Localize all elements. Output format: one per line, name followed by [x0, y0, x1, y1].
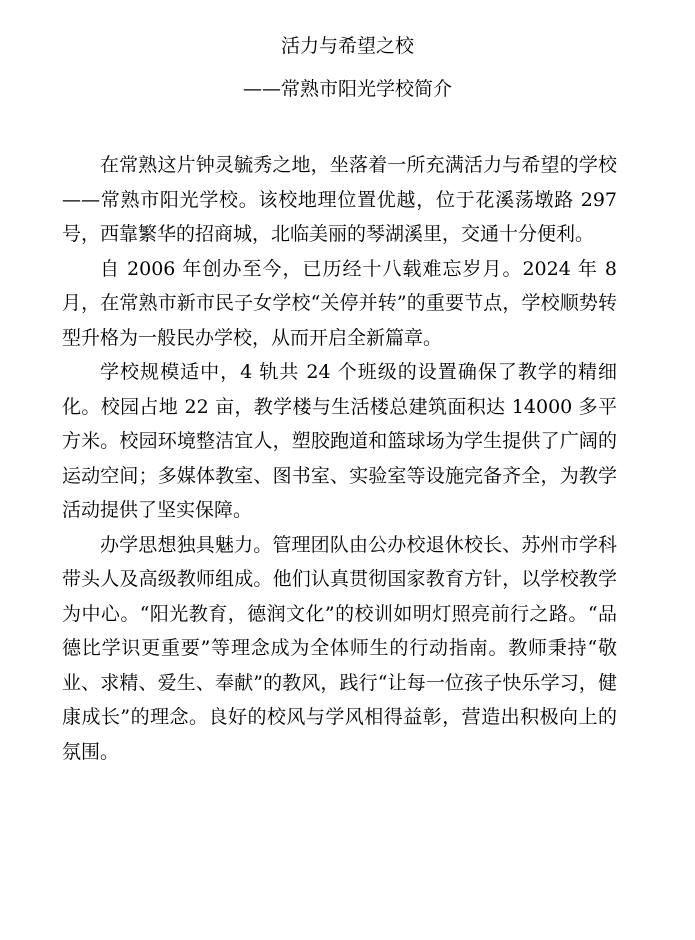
document-subtitle: ——常熟市阳光学校简介 [242, 78, 452, 100]
paragraph-philosophy: 办学思想独具魅力。管理团队由公办校退休校长、苏州市学科带头人及高级教师组成。他们认真贯彻国家教育方针，以学校教学为中心。“阳光教育，德润文化”的校训如明灯照亮前行之路。“品德比学识更重要”等理念成为全体师生的行动指南。教师秉持“敬业、求精、爱生、奉献”的教风，践行“让每一位孩子快乐学习，健康成长”的理念。良好的校风与学风相得益彰，营造出积极向上的氛围。 [62, 533, 617, 763]
paragraph-scale: 学校规模适中，4 轨共 24 个班级的设置确保了教学的精细化。校园占地 22 亩，教学楼与生活楼总建筑面积达 14000 多平方米。校园环境整洁宜人，塑胶跑道和篮球场为学生提供了广阔的运动空间；多媒体教室、图书室、实验室等设施完备齐全，为教学活动提供了坚实保障。 [62, 361, 617, 521]
document-body [62, 148, 617, 769]
paragraph-location: 在常熟这片钟灵毓秀之地，坐落着一所充满活力与希望的学校——常熟市阳光学校。该校地理位置优越，位于花溪荡墩路 297 号，西靠繁华的招商城，北临美丽的琴湖溪里，交通十分便利。 [62, 154, 617, 245]
paragraph-history: 自 2006 年创办至今，已历经十八载难忘岁月。2024 年 8 月，在常熟市新市民子女学校“关停并转”的重要节点，学校顺势转型升格为一般民办学校，从而开启全新篇章。 [62, 257, 617, 349]
document-title: 活力与希望之校 [280, 35, 414, 57]
